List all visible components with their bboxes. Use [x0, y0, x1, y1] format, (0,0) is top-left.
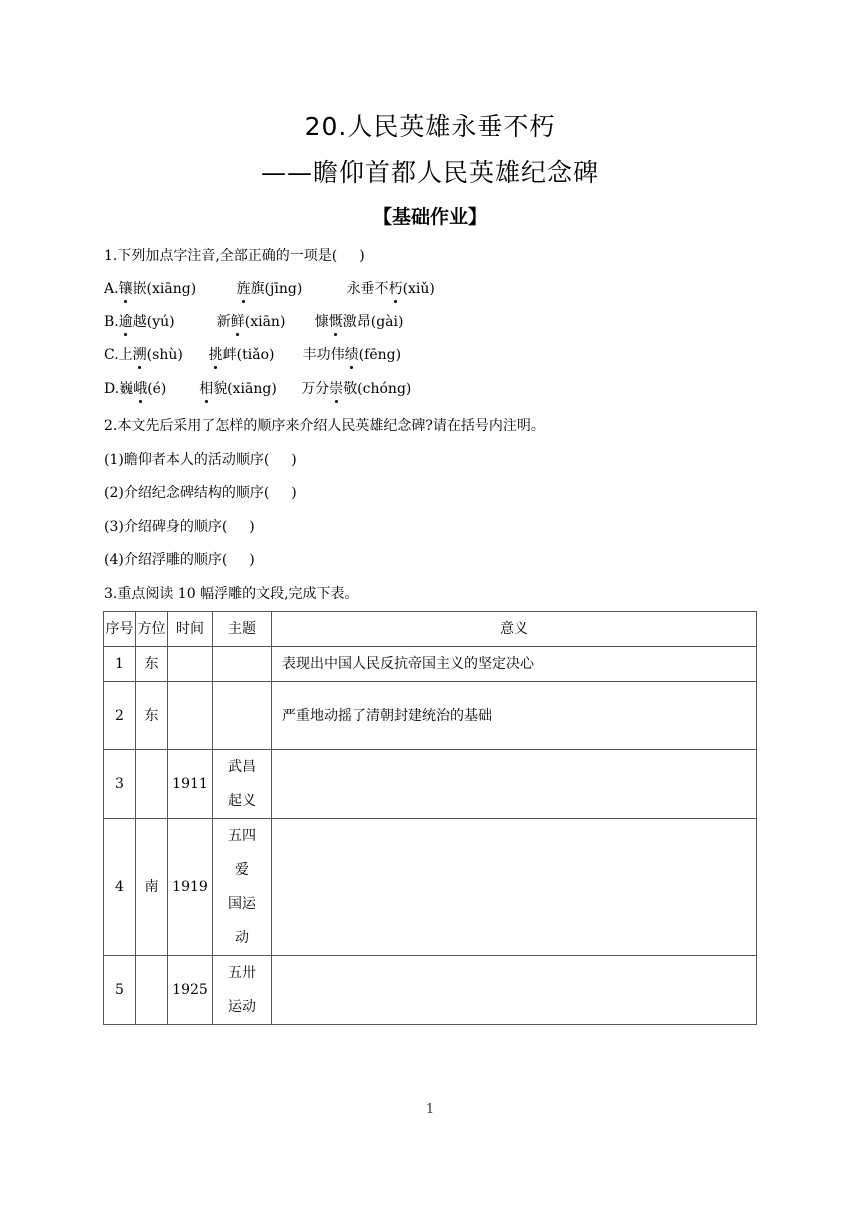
option-b-item-3: 慷慨激昂(gài)	[314, 314, 404, 330]
question-2-stem: 2.本文先后采用了怎样的顺序来介绍人民英雄纪念碑?请在括号内注明。	[104, 418, 545, 434]
option-c-item-2: 挑衅(tiǎo)	[208, 347, 275, 363]
option-b-item-1: 逾越(yú)	[118, 314, 175, 330]
direction-cell[interactable]: 南	[136, 819, 168, 956]
direction-cell[interactable]: 东	[136, 647, 168, 682]
table-header-row	[104, 612, 757, 647]
meaning-cell[interactable]	[272, 956, 757, 1025]
table-row	[104, 647, 757, 682]
page-number: 1	[425, 1102, 435, 1117]
option-a-item-3: 永垂不朽(xiǔ)	[346, 281, 435, 297]
column-header: 主题	[213, 612, 272, 647]
option-c-item-1: 上溯(shù)	[118, 347, 183, 363]
option-b-item-2: 新鲜(xiān)	[216, 314, 286, 330]
option-d-item-3: 万分崇敬(chóng)	[301, 381, 412, 397]
time-cell[interactable]: 1919	[168, 819, 213, 956]
option-d-item-2: 相貌(xiāng)	[199, 381, 277, 397]
column-header: 序号	[104, 612, 136, 647]
question-2-item-2: (2)介绍纪念碑结构的顺序( )	[104, 485, 297, 501]
question-2-item-4: (4)介绍浮雕的顺序( )	[104, 552, 255, 568]
question-3-stem: 3.重点阅读 10 幅浮雕的文段,完成下表。	[104, 586, 359, 602]
relief-table	[103, 611, 757, 1025]
meaning-cell[interactable]	[272, 750, 757, 819]
option-a-item-1: 镶嵌(xiāng)	[118, 281, 197, 297]
row-number: 4	[104, 819, 136, 956]
question-2-item-1: (1)瞻仰者本人的活动顺序( )	[104, 452, 297, 468]
question-1-stem: 1.下列加点字注音,全部正确的一项是( )	[104, 248, 365, 264]
topic-cell[interactable]: 五四 爱 国运 动	[213, 819, 272, 956]
table-row	[104, 819, 757, 956]
column-header: 时间	[168, 612, 213, 647]
table-row	[104, 682, 757, 750]
meaning-cell[interactable]: 严重地动摇了清朝封建统治的基础	[272, 682, 757, 750]
topic-cell[interactable]: 武昌 起义	[213, 750, 272, 819]
column-header: 方位	[136, 612, 168, 647]
time-cell[interactable]: 1925	[168, 956, 213, 1025]
option-a: A.镶嵌(xiāng) 旌旗(jīng) 永垂不朽(xiǔ)	[104, 281, 435, 297]
option-b: B.逾越(yú) 新鲜(xiān) 慷慨激昂(gài)	[104, 314, 404, 330]
lesson-subtitle: ——瞻仰首都人民英雄纪念碑	[260, 158, 599, 187]
option-d-item-1: 巍峨(é)	[119, 381, 167, 397]
option-c-item-3: 丰功伟绩(fēng)	[302, 347, 402, 363]
direction-cell[interactable]: 东	[136, 682, 168, 750]
time-cell[interactable]	[168, 647, 213, 682]
row-number: 2	[104, 682, 136, 750]
option-c: C.上溯(shù) 挑衅(tiǎo) 丰功伟绩(fēng)	[104, 347, 402, 363]
direction-cell[interactable]	[136, 750, 168, 819]
time-cell[interactable]: 1911	[168, 750, 213, 819]
meaning-cell[interactable]	[272, 819, 757, 956]
section-heading: 【基础作业】	[372, 206, 487, 228]
time-cell[interactable]	[168, 682, 213, 750]
row-number: 3	[104, 750, 136, 819]
row-number: 1	[104, 647, 136, 682]
row-number: 5	[104, 956, 136, 1025]
topic-cell[interactable]: 五卅 运动	[213, 956, 272, 1025]
direction-cell[interactable]	[136, 956, 168, 1025]
lesson-title: 20.人民英雄永垂不朽	[304, 112, 556, 141]
meaning-cell[interactable]: 表现出中国人民反抗帝国主义的坚定决心	[272, 647, 757, 682]
option-a-item-2: 旌旗(jīng)	[236, 281, 303, 297]
question-1-text: 1.下列加点字注音,全部正确的一项是(	[104, 248, 338, 264]
table-row	[104, 750, 757, 819]
column-header: 意义	[272, 612, 757, 647]
topic-cell[interactable]	[213, 682, 272, 750]
option-d: D.巍峨(é) 相貌(xiāng) 万分崇敬(chóng)	[104, 381, 412, 397]
topic-cell[interactable]	[213, 647, 272, 682]
question-2-item-3: (3)介绍碑身的顺序( )	[104, 519, 255, 535]
table-row	[104, 956, 757, 1025]
